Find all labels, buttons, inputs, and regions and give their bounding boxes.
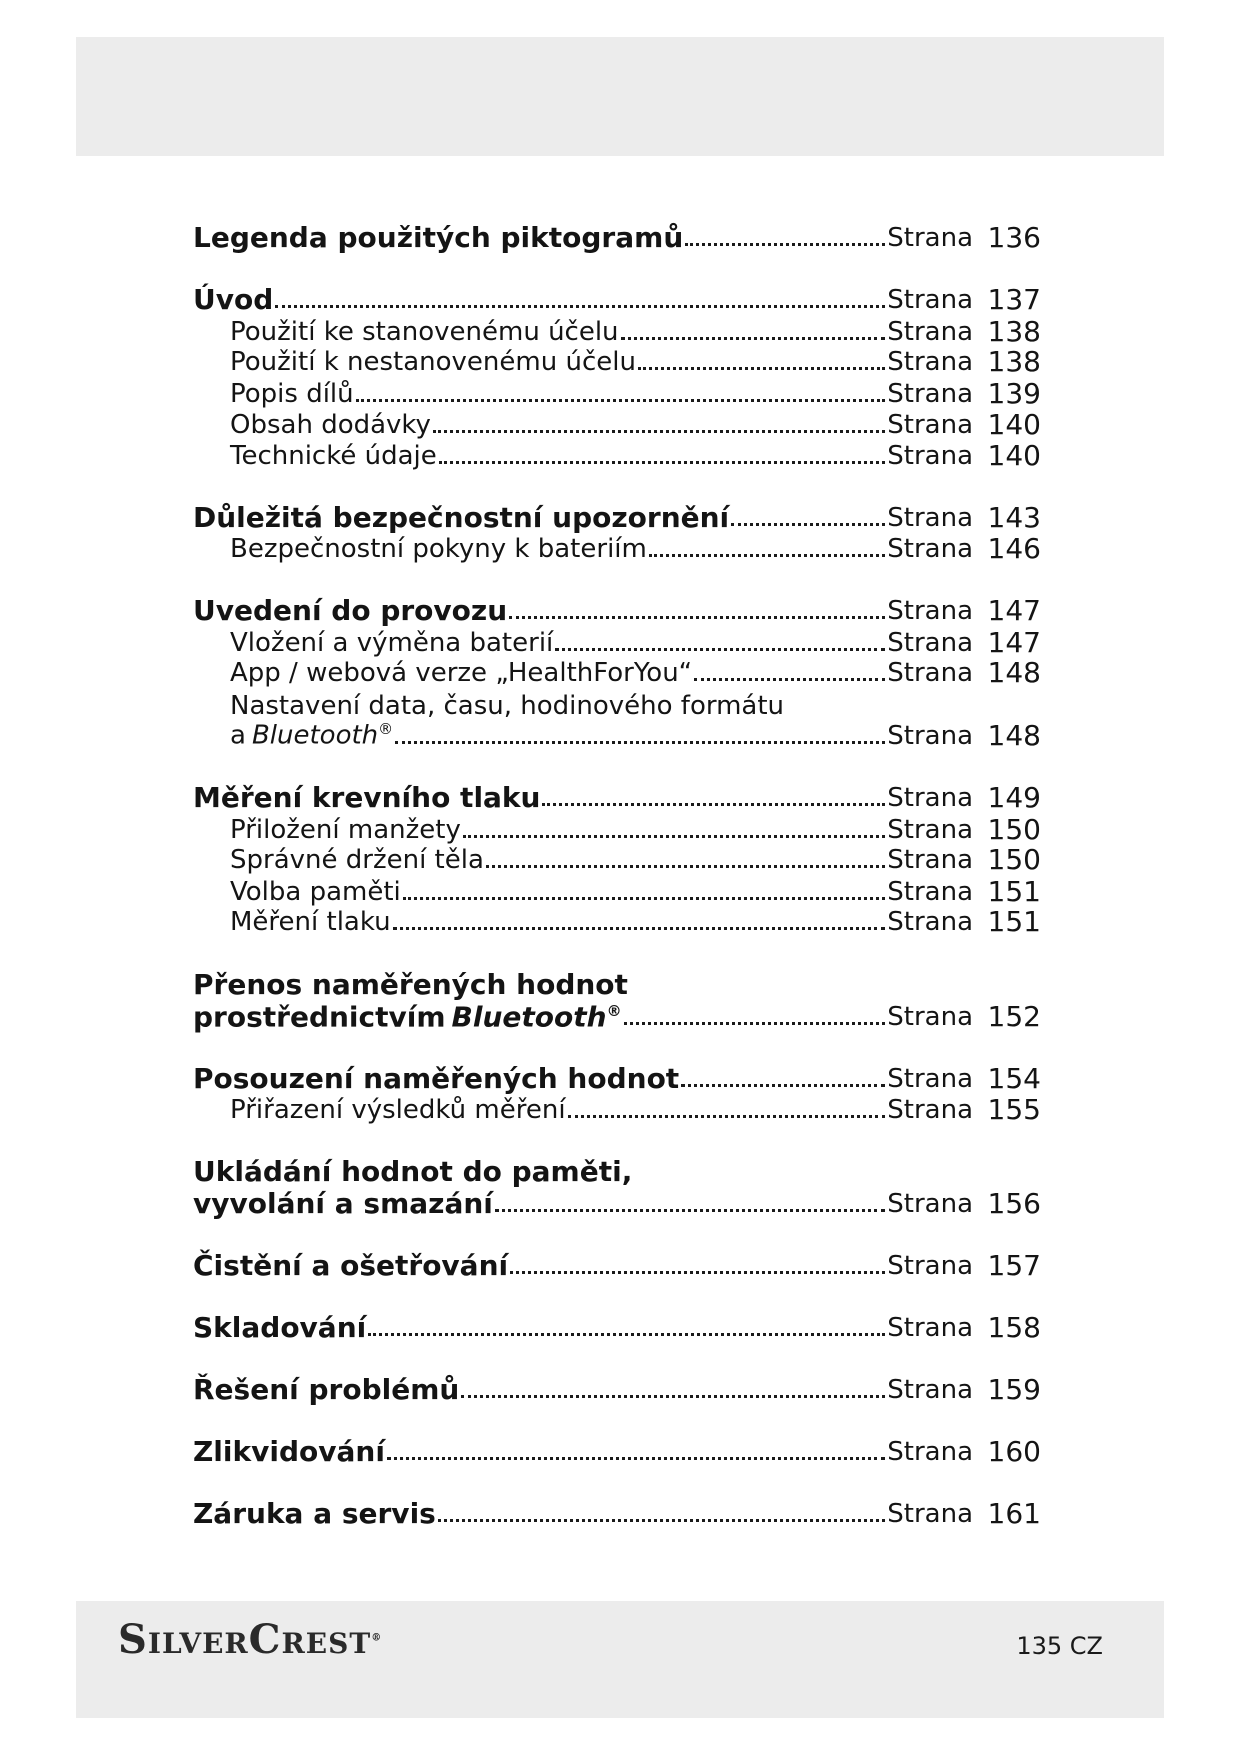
page-label: Strana — [887, 1064, 973, 1094]
page-label: Strana — [887, 1375, 973, 1405]
page-label: Strana — [887, 1002, 973, 1032]
page-label: Strana — [887, 907, 973, 937]
page-label: Strana — [887, 1251, 973, 1281]
page-label: Strana — [887, 783, 973, 813]
leader-dots — [568, 1115, 886, 1118]
registered-mark: ® — [371, 1632, 383, 1644]
toc-subentry[interactable] — [230, 1087, 1041, 1127]
toc-title: Přiložení manžety — [230, 815, 461, 845]
toc-entry[interactable] — [193, 994, 1041, 1034]
toc-entry[interactable] — [193, 1243, 1041, 1283]
toc-title: Legenda použitých piktogramů — [193, 221, 684, 254]
page-label: Strana — [887, 285, 973, 315]
leader-dots — [649, 554, 885, 557]
toc-title: Měření tlaku — [230, 907, 391, 937]
page-label: Strana — [887, 596, 973, 626]
page-label: Strana — [887, 658, 973, 688]
leader-dots — [368, 1333, 885, 1336]
page-label: Strana — [887, 410, 973, 440]
toc-title: Popis dílů — [230, 379, 354, 409]
leader-dots — [438, 1519, 885, 1522]
leader-dots — [509, 616, 885, 619]
page-label: Strana — [887, 223, 973, 253]
page-number: 157 — [987, 1249, 1041, 1282]
toc-title: Měření krevního tlaku — [193, 781, 541, 814]
leader-dots — [439, 461, 886, 464]
toc-title: Řešení problémů — [193, 1373, 460, 1406]
page-number: 139 — [987, 377, 1041, 410]
page-label: Strana — [887, 534, 973, 564]
leader-dots — [275, 305, 885, 308]
page-number: 152 — [987, 1000, 1041, 1033]
leader-dots — [393, 927, 886, 930]
page-label: Strana — [887, 721, 973, 751]
leader-dots — [638, 367, 885, 370]
registered-mark: ® — [378, 720, 394, 739]
page-label: Strana — [887, 441, 973, 471]
toc-title: Použití k nestanovenému účelu — [230, 347, 636, 377]
leader-dots — [395, 741, 885, 744]
page-number: 137 — [987, 283, 1041, 316]
toc-title: Obsah dodávky — [230, 410, 431, 440]
leader-dots — [495, 1209, 885, 1212]
toc-title-line1: Nastavení data, času, hodinového formátu — [230, 691, 785, 721]
page-number: 148 — [987, 719, 1041, 752]
leader-dots — [542, 803, 885, 806]
toc-title-line2 — [193, 994, 622, 1034]
leader-dots — [624, 1022, 886, 1025]
toc-title: Bezpečnostní pokyny k bateriím — [230, 534, 647, 564]
toc-entry[interactable] — [193, 1367, 1041, 1407]
page-number: 140 — [987, 408, 1041, 441]
leader-dots — [694, 678, 885, 681]
toc-entry[interactable] — [193, 1305, 1041, 1345]
toc-title: Záruka a servis — [193, 1497, 436, 1530]
leader-dots — [461, 1395, 885, 1398]
page-number: 160 — [987, 1435, 1041, 1468]
page-label: Strana — [887, 379, 973, 409]
page-number: 146 — [987, 532, 1041, 565]
page-label: Strana — [887, 815, 973, 845]
silvercrest-logo — [118, 1616, 382, 1663]
toc-title: Použití ke stanovenému účelu — [230, 317, 619, 347]
page-number: 140 — [987, 439, 1041, 472]
page-label: Strana — [887, 1189, 973, 1219]
toc-entry[interactable] — [193, 215, 1041, 255]
toc-title: Správné držení těla — [230, 845, 484, 875]
page-label: Strana — [887, 1095, 973, 1125]
page-number: 154 — [987, 1062, 1041, 1095]
page-number: 147 — [987, 594, 1041, 627]
page-number: 155 — [987, 1093, 1041, 1126]
leader-dots — [510, 1271, 885, 1274]
header-band — [76, 37, 1164, 156]
toc-title: Zlikvidování — [193, 1435, 385, 1468]
toc-title-line2: vyvolání a smazání — [193, 1187, 493, 1220]
leader-dots — [486, 865, 885, 868]
page-number: 149 — [987, 781, 1041, 814]
page-number: 158 — [987, 1311, 1041, 1344]
toc-title: Přiřazení výsledků měření — [230, 1095, 566, 1125]
page-number: 136 — [987, 221, 1041, 254]
page-number: 151 — [987, 875, 1041, 908]
page-number: 150 — [987, 843, 1041, 876]
bluetooth-word: Bluetooth — [251, 721, 379, 751]
toc-entry[interactable] — [193, 1429, 1041, 1469]
toc-title-line2 — [230, 712, 393, 753]
toc-title: Čistění a ošetřování — [193, 1249, 509, 1282]
toc-title-prefix: a — [230, 721, 246, 751]
toc-title: Skladování — [193, 1311, 367, 1344]
brand-text: SilverCrest — [118, 1616, 372, 1663]
toc-entry[interactable] — [193, 1181, 1041, 1221]
page-label: Strana — [887, 628, 973, 658]
toc-title: Posouzení naměřených hodnot — [193, 1062, 680, 1095]
leader-dots — [685, 243, 885, 246]
toc-title: Technické údaje — [230, 441, 437, 471]
toc-title: Uvedení do provozu — [193, 594, 508, 627]
toc-title-line1: Ukládání hodnot do paměti, — [193, 1155, 633, 1188]
page-number: 150 — [987, 813, 1041, 846]
toc-title: Volba paměti — [230, 877, 401, 907]
page-label: Strana — [887, 317, 973, 347]
toc-title-prefix: prostřednictvím — [193, 1000, 446, 1033]
page-label: Strana — [887, 1437, 973, 1467]
page-number: 156 — [987, 1187, 1041, 1220]
registered-mark: ® — [606, 1001, 622, 1020]
page-label: Strana — [887, 1499, 973, 1529]
page-label: Strana — [887, 877, 973, 907]
toc-title: Vložení a výměna baterií — [230, 628, 554, 658]
page-number: 138 — [987, 315, 1041, 348]
toc-entry[interactable] — [193, 1491, 1041, 1531]
toc-title: Úvod — [193, 283, 274, 316]
toc-subentry[interactable] — [230, 433, 1041, 473]
toc-subentry[interactable] — [230, 899, 1041, 939]
bluetooth-word: Bluetooth — [451, 1000, 607, 1033]
page-number: 138 — [987, 345, 1041, 378]
page-label: Strana — [887, 1313, 973, 1343]
page-number: 147 — [987, 626, 1041, 659]
page-number: 159 — [987, 1373, 1041, 1406]
toc-subentry[interactable] — [230, 526, 1041, 566]
toc-title: Důležitá bezpečnostní upozornění — [193, 501, 730, 534]
page-label: Strana — [887, 503, 973, 533]
page-number: 161 — [987, 1497, 1041, 1530]
toc-subentry[interactable] — [230, 713, 1041, 753]
page-number: 143 — [987, 501, 1041, 534]
page-label: Strana — [887, 845, 973, 875]
toc-title: App / webová verze „HealthForYou“ — [230, 658, 693, 688]
page-number-footer: 135 CZ — [1016, 1632, 1103, 1660]
page-number: 148 — [987, 656, 1041, 689]
page-number: 151 — [987, 905, 1041, 938]
page-label: Strana — [887, 347, 973, 377]
toc-title-line1: Přenos naměřených hodnot — [193, 968, 628, 1001]
leader-dots — [387, 1457, 885, 1460]
